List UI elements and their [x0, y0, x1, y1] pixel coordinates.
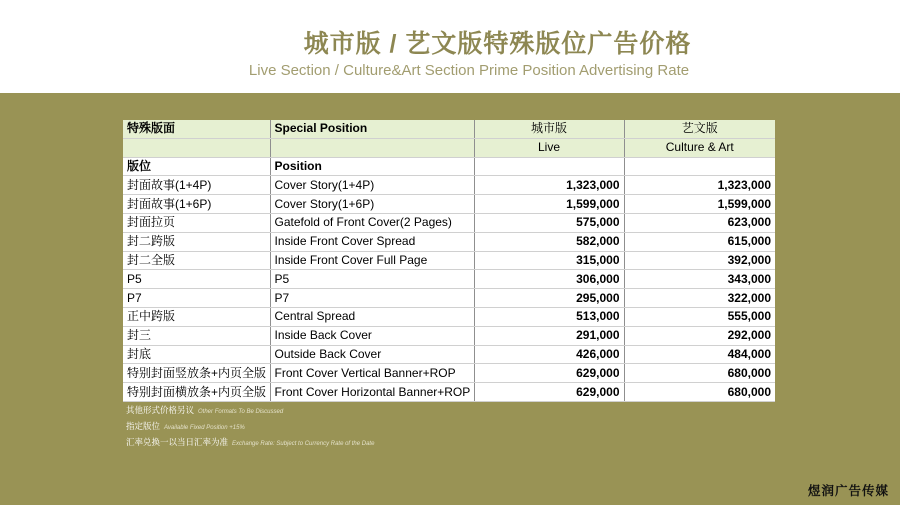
art-price-cell: 555,000: [624, 307, 775, 326]
position-cn-cell: 封二全版: [123, 251, 270, 270]
table-header-row: [123, 138, 775, 157]
live-price-cell: 1,323,000: [474, 176, 624, 195]
art-price-cell: 392,000: [624, 251, 775, 270]
header-cell: Live: [474, 138, 624, 157]
header-cell: 版位: [123, 157, 270, 176]
footnote-en: Exchange Rate: Subject to Currency Rate of the Date: [232, 441, 375, 447]
live-price-cell: 575,000: [474, 213, 624, 232]
position-cn-cell: P5: [123, 270, 270, 289]
position-cn-cell: 特别封面竖放条+内页全版: [123, 364, 270, 383]
position-en-cell: Cover Story(1+4P): [270, 176, 474, 195]
art-price-cell: 615,000: [624, 232, 775, 251]
position-en-cell: Outside Back Cover: [270, 345, 474, 364]
position-en-cell: Central Spread: [270, 307, 474, 326]
page-subtitle: Live Section / Culture&Art Section Prime Position Advertising Rate: [248, 62, 690, 79]
art-price-cell: 1,323,000: [624, 176, 775, 195]
table-row: [123, 213, 775, 232]
live-price-cell: 295,000: [474, 289, 624, 308]
table-row: [123, 307, 775, 326]
position-en-cell: Inside Back Cover: [270, 326, 474, 345]
position-en-cell: Gatefold of Front Cover(2 Pages): [270, 213, 474, 232]
live-price-cell: 582,000: [474, 232, 624, 251]
table-row: [123, 289, 775, 308]
art-price-cell: 1,599,000: [624, 195, 775, 214]
table-row: [123, 326, 775, 345]
table-row: [123, 251, 775, 270]
header-cell: Culture & Art: [624, 138, 775, 157]
position-en-cell: Inside Front Cover Spread: [270, 232, 474, 251]
art-price-cell: 484,000: [624, 345, 775, 364]
art-price-cell: 292,000: [624, 326, 775, 345]
position-en-cell: P7: [270, 289, 474, 308]
position-cn-cell: 封三: [123, 326, 270, 345]
live-price-cell: 291,000: [474, 326, 624, 345]
table-row: [123, 364, 775, 383]
header-cell: [270, 138, 474, 157]
art-price-cell: 343,000: [624, 270, 775, 289]
table-row: [123, 176, 775, 195]
footnote-cn: 汇率兑换一以当日汇率为准: [126, 437, 229, 447]
live-price-cell: 629,000: [474, 364, 624, 383]
header-cell: [123, 138, 270, 157]
table-row: [123, 345, 775, 364]
art-price-cell: 322,000: [624, 289, 775, 308]
live-price-cell: 426,000: [474, 345, 624, 364]
position-en-cell: P5: [270, 270, 474, 289]
position-en-cell: Inside Front Cover Full Page: [270, 251, 474, 270]
header-cell: 艺文版: [624, 120, 775, 138]
table-subheader-row: [123, 157, 775, 176]
position-cn-cell: 封面故事(1+6P): [123, 195, 270, 214]
position-cn-cell: 封面故事(1+4P): [123, 176, 270, 195]
header-cell: [624, 157, 775, 176]
footnote-en: Other Formats To Be Discussed: [198, 409, 284, 415]
table-row: [123, 383, 775, 402]
art-price-cell: 680,000: [624, 383, 775, 402]
footnote: [126, 403, 374, 419]
position-cn-cell: 特别封面横放条+内页全版: [123, 383, 270, 402]
position-cn-cell: P7: [123, 289, 270, 308]
position-en-cell: Front Cover Vertical Banner+ROP: [270, 364, 474, 383]
header-cell: Position: [270, 157, 474, 176]
art-price-cell: 623,000: [624, 213, 775, 232]
footnote: [126, 419, 374, 435]
header: [0, 0, 900, 93]
position-en-cell: Front Cover Horizontal Banner+ROP: [270, 383, 474, 402]
page-title: 城市版 / 艺文版特殊版位广告价格: [303, 30, 692, 58]
table-row: [123, 270, 775, 289]
position-cn-cell: 封面拉页: [123, 213, 270, 232]
watermark: 煜润广告传媒: [807, 484, 889, 498]
footnote-cn: 指定版位: [126, 421, 161, 431]
footnote-cn: 其他形式价格另议: [126, 405, 195, 415]
footnote-en: Available Fixed Position +15%: [164, 425, 245, 431]
live-price-cell: 306,000: [474, 270, 624, 289]
live-price-cell: 1,599,000: [474, 195, 624, 214]
position-cn-cell: 正中跨版: [123, 307, 270, 326]
position-cn-cell: 封底: [123, 345, 270, 364]
live-price-cell: 629,000: [474, 383, 624, 402]
table-row: [123, 195, 775, 214]
art-price-cell: 680,000: [624, 364, 775, 383]
header-cell: 特殊版面: [123, 120, 270, 138]
header-cell: [474, 157, 624, 176]
header-cell: Special Position: [270, 120, 474, 138]
live-price-cell: 315,000: [474, 251, 624, 270]
table-row: [123, 232, 775, 251]
rate-table: [123, 120, 775, 402]
live-price-cell: 513,000: [474, 307, 624, 326]
table-header-row: [123, 120, 775, 138]
footnote: [126, 435, 374, 451]
header-cell: 城市版: [474, 120, 624, 138]
footnotes: [126, 403, 374, 451]
position-cn-cell: 封二跨版: [123, 232, 270, 251]
position-en-cell: Cover Story(1+6P): [270, 195, 474, 214]
